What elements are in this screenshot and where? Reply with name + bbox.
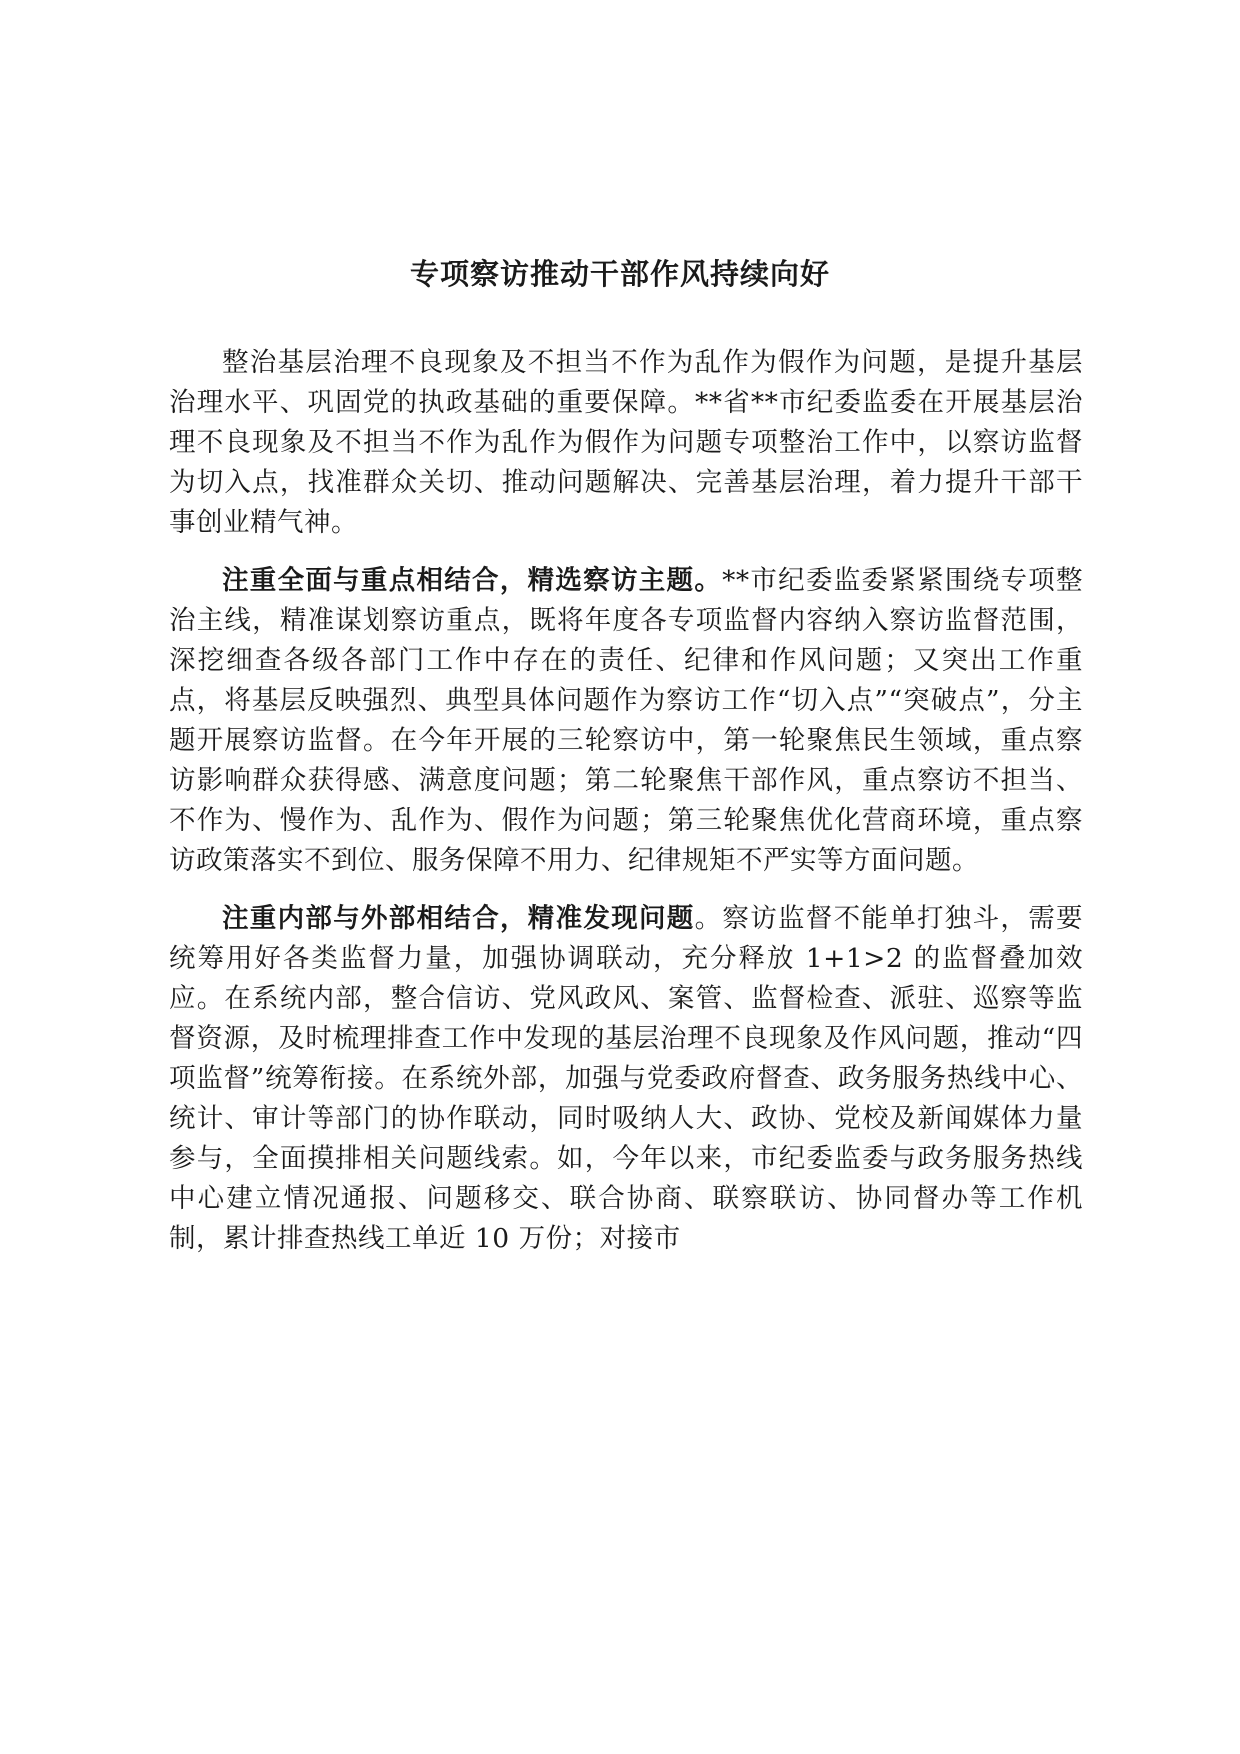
paragraph-text: **市纪委监委紧紧围绕专项整治主线，精准谋划察访重点，既将年度各专项监督内容纳入察访监督范围，深挖细查各级各部门工作中存在的责任、纪律和作风问题；又突出工作重点，将基层反映强烈、典型具体问题作为察访工作“切入点”“突破点”，分主题开展察访监督。在今年开展的三轮察访中，第一轮聚焦民生领域，重点察访影响群众获得感、满意度问题；第二轮聚焦干部作风，重点察访不担当、不作为、慢作为、乱作为、假作为问题；第三轮聚焦优化营商环境，重点察访政策落实不到位、服务保障不用力、纪律规矩不严实等方面问题。 <box>169 565 1084 876</box>
document-title: 专项察访推动干部作风持续向好 <box>409 257 830 291</box>
paragraph-intro <box>169 343 1083 543</box>
paragraph-text: 。察访监督不能单打独斗，需要统筹用好各类监督力量，加强协调联动，充分释放 1+1>2 的监督叠加效应。在系统内部，整合信访、党风政风、案管、监督检查、派驻、巡察等监督资源，及时梳理排查工作中发现的基层治理不良现象及作风问题，推动“四项监督”统筹衔接。在系统外部，加强与党委政府督查、政务服务热线中心、统计、审计等部门的协作联动，同时吸纳人大、政协、党校及新闻媒体力量参与，全面摸排相关问题线索。如，今年以来，市纪委监委与政务服务热线中心建立情况通报、问题移交、联合协商、联察联访、协同督办等工作机制，累计排查热线工单近 10 万份；对接市 <box>169 903 1084 1254</box>
paragraph-problem-discovery <box>169 899 1083 1259</box>
paragraph-lead-heading: 注重内部与外部相结合，精准发现问题 <box>222 903 695 934</box>
document-body <box>169 343 1083 1259</box>
paragraph-topic-selection <box>169 561 1083 881</box>
paragraph-text: 整治基层治理不良现象及不担当不作为乱作为假作为问题，是提升基层治理水平、巩固党的执政基础的重要保障。**省**市纪委监委在开展基层治理不良现象及不担当不作为乱作为假作为问题专项整治工作中，以察访监督为切入点，找准群众关切、推动问题解决、完善基层治理，着力提升干部干事创业精气神。 <box>169 347 1083 538</box>
paragraph-lead-heading: 注重全面与重点相结合，精选察访主题。 <box>222 565 723 596</box>
